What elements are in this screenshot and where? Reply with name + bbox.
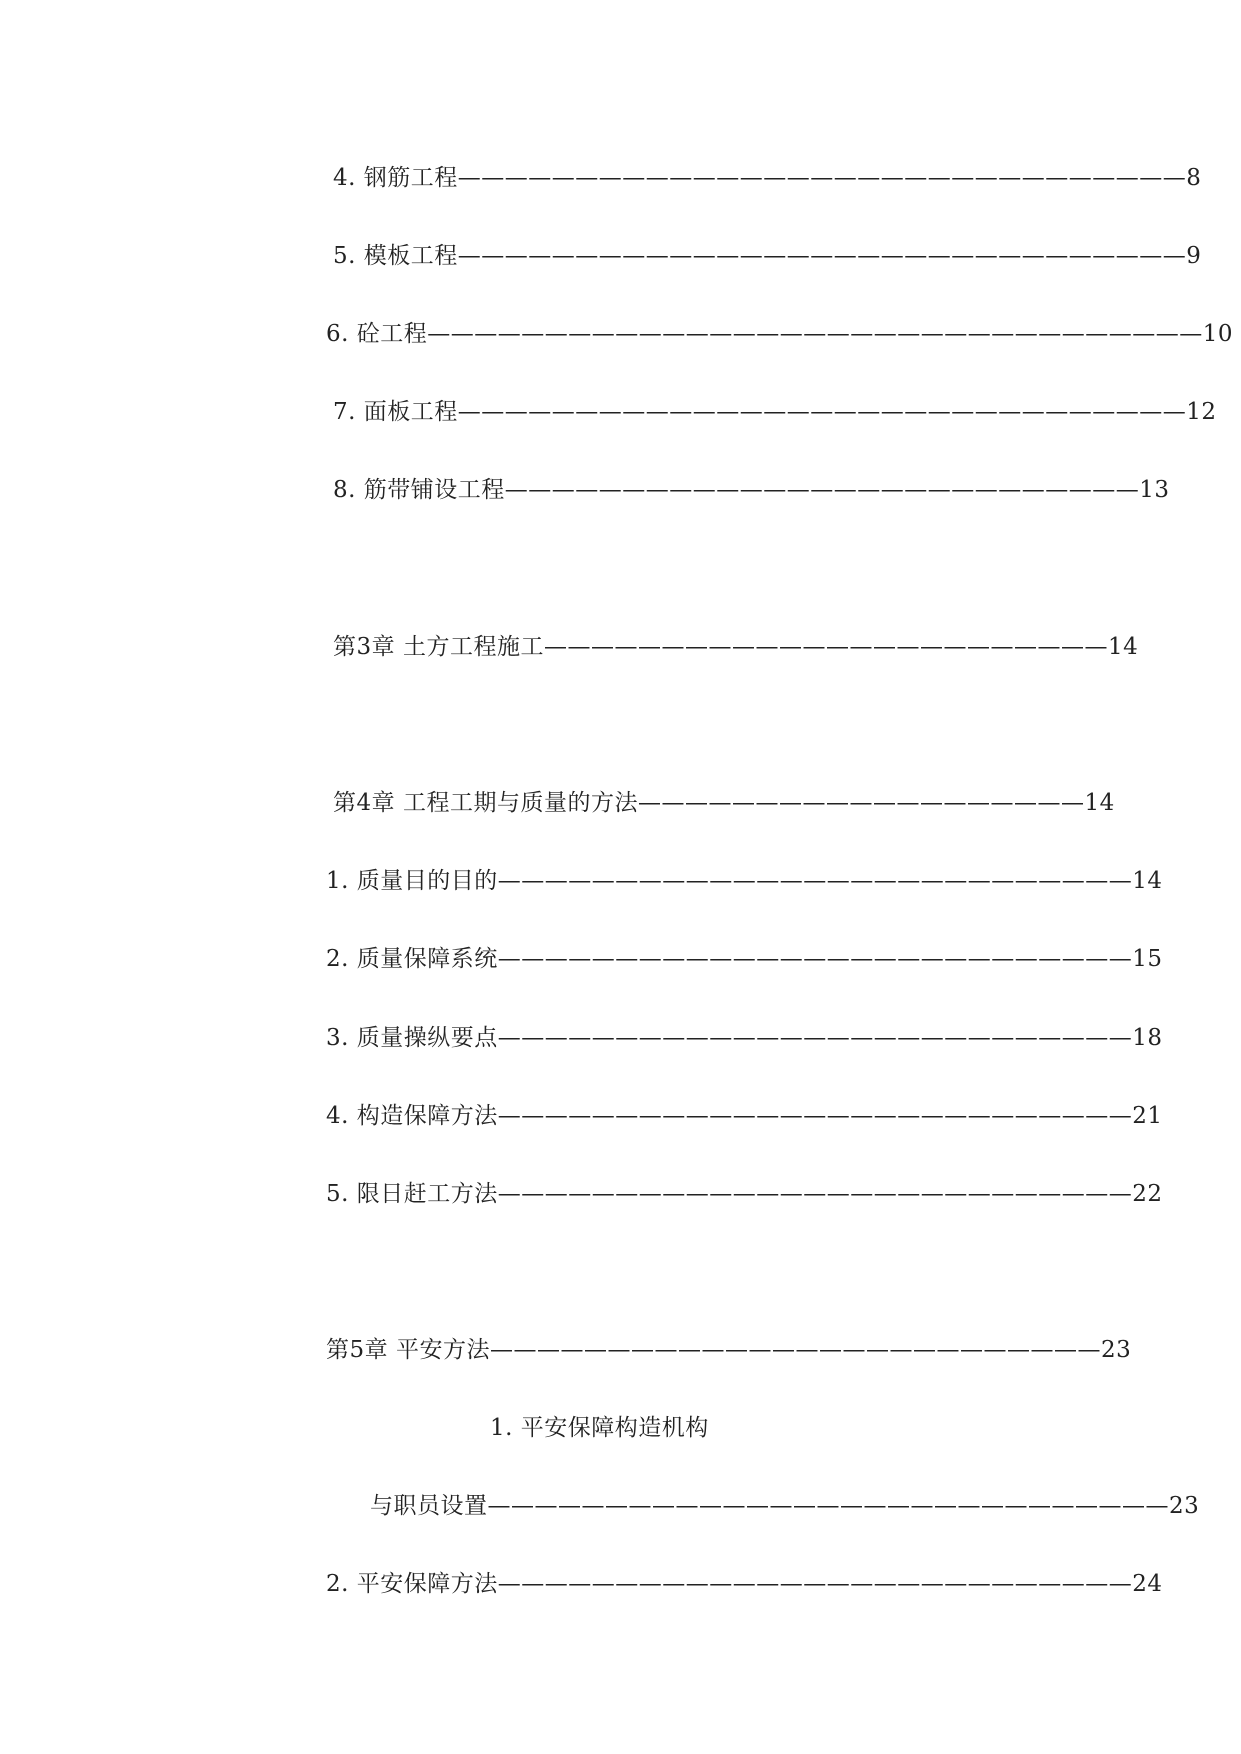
toc-entry-formwork: 5. 模板工程———————————————————————————————9 bbox=[333, 243, 1202, 269]
toc-entry-quality-control: 3. 质量操纵要点———————————————————————————18 bbox=[326, 1025, 1163, 1051]
toc-entry-safety-measures: 2. 平安保障方法———————————————————————————24 bbox=[326, 1571, 1163, 1597]
toc-chapter-4: 第4章 工程工期与质量的方法———————————————————14 bbox=[333, 790, 1115, 816]
toc-entry-safety-org: 1. 平安保障构造机构 bbox=[490, 1415, 709, 1441]
toc-entry-safety-staff: 与职员设置—————————————————————————————23 bbox=[370, 1493, 1200, 1519]
toc-entry-structure: 4. 构造保障方法———————————————————————————21 bbox=[326, 1103, 1163, 1129]
toc-chapter-5: 第5章 平安方法——————————————————————————23 bbox=[326, 1337, 1132, 1363]
toc-entry-rebar: 4. 钢筋工程———————————————————————————————8 bbox=[333, 165, 1202, 191]
toc-chapter-3: 第3章 土方工程施工————————————————————————14 bbox=[333, 634, 1139, 660]
toc-entry-quality-goal: 1. 质量目的目的———————————————————————————14 bbox=[326, 868, 1163, 894]
toc-entry-panel: 7. 面板工程———————————————————————————————12 bbox=[333, 399, 1217, 425]
toc-entry-concrete: 6. 砼工程—————————————————————————————————10 bbox=[326, 321, 1234, 347]
toc-entry-strip-laying: 8. 筋带铺设工程———————————————————————————13 bbox=[333, 477, 1170, 503]
toc-entry-deadline: 5. 限日赶工方法———————————————————————————22 bbox=[326, 1181, 1163, 1207]
toc-entry-quality-system: 2. 质量保障系统———————————————————————————15 bbox=[326, 946, 1163, 972]
